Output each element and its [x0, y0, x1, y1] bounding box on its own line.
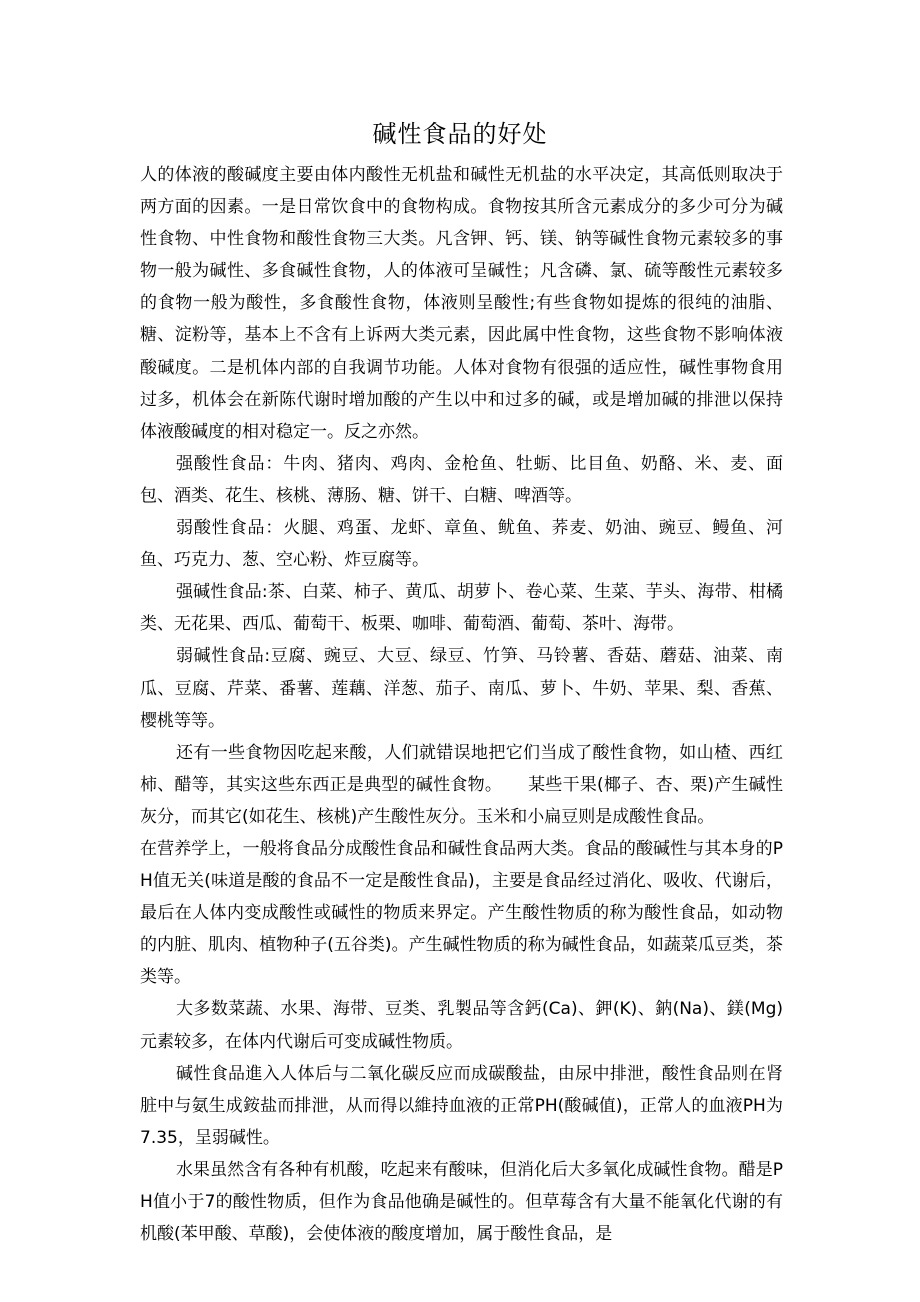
- document-body: [140, 159, 783, 1250]
- paragraph-intro: 人的体液的酸碱度主要由体内酸性无机盐和碱性无机盐的水平决定，其高低则取决于两方面的因素。一是日常饮食中的食物构成。食物按其所含元素成分的多少可分为碱性食物、中性食物和酸性食物三大类。凡含钾、钙、镁、钠等碱性食物元素较多的事物一般为碱性、多食碱性食物，人的体液可呈碱性；凡含磷、氯、硫等酸性元素较多的食物一般为酸性，多食酸性食物，体液则呈酸性;有些食物如提炼的很纯的油脂、糖、淀粉等，基本上不含有上诉两大类元素，因此属中性食物，这些食物不影响体液酸碱度。二是机体内部的自我调节功能。人体对食物有很强的适应性，碱性事物食用过多，机体会在新陈代谢时增加酸的产生以中和过多的碱，或是增加碱的排泄以保持体液酸碱度的相对稳定一。反之亦然。: [140, 165, 783, 442]
- paragraph-misconception: 还有一些食物因吃起来酸，人们就错误地把它们当成了酸性食物，如山楂、西红柿、醋等，其实这些东西正是典型的碱性食物。 某些干果(椰子、杏、栗)产生碱性灰分，而其它(如花生、核桃)产生酸性灰分。玉米和小扁豆则是成酸性食品。: [140, 742, 783, 827]
- paragraph-fruits: 水果虽然含有各种有机酸，吃起来有酸味，但消化后大多氧化成碱性食物。醋是PH值小于7的酸性物质，但作为食品他确是碱性的。但草莓含有大量不能氧化代谢的有机酸(苯甲酸、草酸)，会使体液的酸度增加，属于酸性食品，是: [140, 1159, 783, 1245]
- paragraph-nutrition-classification: 在营养学上，一般将食品分成酸性食品和碱性食品两大类。食品的酸碱性与其本身的PH值无关(味道是酸的食品不一定是酸性食品)，主要是食品经过消化、吸收、代谢后，最后在人体内变成酸性或碱性的物质来界定。产生酸性物质的称为酸性食品，如动物的内脏、肌肉、植物种子(五谷类)。产生碱性物质的称为碱性食品，如蔬菜瓜豆类，茶类等。: [140, 838, 783, 988]
- paragraph-minerals: 大多数菜蔬、水果、海带、豆类、乳製品等含鈣(Ca)、鉀(K)、鈉(Na)、鎂(Mg)元素较多，在体内代谢后可变成碱性物质。: [140, 999, 783, 1052]
- paragraph-weak-acid-foods: 弱酸性食品：火腿、鸡蛋、龙虾、章鱼、鱿鱼、荞麦、奶油、豌豆、鳗鱼、河鱼、巧克力、葱、空心粉、炸豆腐等。: [140, 518, 783, 571]
- paragraph-strong-alkaline-foods: 强碱性食品:茶、白菜、柿子、黄瓜、胡萝卜、卷心菜、生菜、芋头、海带、柑橘类、无花果、西瓜、葡萄干、板栗、咖啡、葡萄酒、葡萄、茶叶、海带。: [140, 582, 783, 635]
- paragraph-metabolism: 碱性食品進入人体后与二氧化碳反应而成碳酸盐，由尿中排泄，酸性食品则在肾脏中与氨生成銨盐而排泄，从而得以維持血液的正常PH(酸碱值)，正常人的血液PH为7.35，呈弱碱性。: [140, 1063, 783, 1148]
- document-title: 碱性食品的好处: [372, 120, 548, 148]
- paragraph-strong-acid-foods: 强酸性食品：牛肉、猪肉、鸡肉、金枪鱼、牡蛎、比目鱼、奶酪、米、麦、面包、酒类、花生、核桃、薄肠、糖、饼干、白糖、啤酒等。: [140, 453, 783, 506]
- paragraph-weak-alkaline-foods: 弱碱性食品:豆腐、豌豆、大豆、绿豆、竹笋、马铃薯、香菇、蘑菇、油菜、南瓜、豆腐、芹菜、番薯、莲藕、洋葱、茄子、南瓜、萝卜、牛奶、苹果、梨、香蕉、樱桃等等。: [140, 646, 783, 731]
